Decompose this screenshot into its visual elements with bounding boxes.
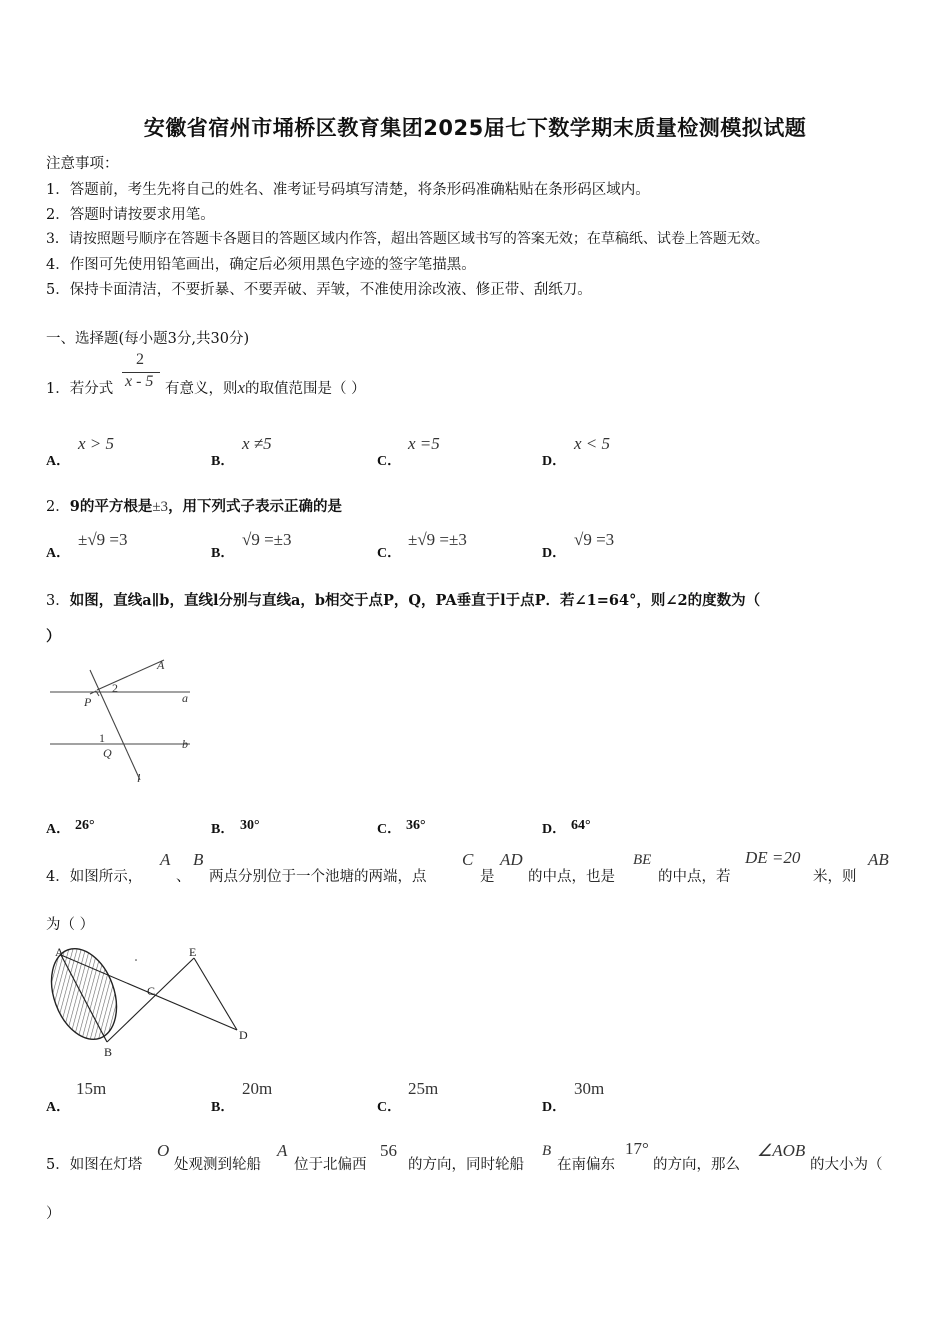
q4-option-c-label[interactable]: C． — [377, 1100, 402, 1115]
q4-figure — [44, 942, 259, 1062]
q4-text-close: 为（ ） — [46, 917, 95, 933]
page-title: 安徽省宿州市埇桥区教育集团2025届七下数学期末质量检测模拟试题 — [143, 116, 807, 140]
q3-number: 3． — [46, 593, 70, 609]
note-item: 2．答题时请按要求用笔。 — [46, 207, 215, 223]
q5-text-1: 如图在灯塔 — [69, 1157, 143, 1173]
label-B: B — [104, 1045, 113, 1059]
q1-option-b-label[interactable]: B． — [211, 454, 235, 469]
q4-A: A — [160, 850, 171, 869]
note-item: 1．答题前，考生先将自己的姓名、准考证号码填写清楚，将条形码准确粘贴在条形码区域内。 — [46, 182, 650, 198]
label-1: 1 — [99, 731, 105, 745]
q5-B: B — [542, 1143, 552, 1159]
label-C: C — [147, 984, 156, 998]
q2-option-b-label[interactable]: B． — [211, 546, 235, 561]
segment-ED — [194, 958, 237, 1030]
q5-text-5: 在南偏东 — [557, 1157, 615, 1173]
q5-text-2: 处观测到轮船 — [174, 1157, 261, 1173]
q1-fraction-numerator: 2 — [136, 351, 144, 368]
label-a: a — [182, 691, 188, 705]
q4-AD: AD — [500, 850, 523, 869]
note-item: 3．请按照题号顺序在答题卡各题目的答题区域内作答，超出答题区域书写的答案无效；在草稿纸、试卷上答题无效。 — [46, 231, 769, 247]
q3-option-c-value: 36° — [406, 818, 426, 833]
q4-AB: AB — [868, 850, 889, 869]
q4-option-a-label[interactable]: A． — [46, 1100, 71, 1115]
q5-deg2: 17° — [625, 1139, 649, 1158]
q5-text-close: ） — [46, 1206, 61, 1222]
q3-option-a-label[interactable]: A． — [46, 822, 71, 837]
q3-option-d-label[interactable]: D． — [542, 822, 567, 837]
q1-option-c-value: x =5 — [408, 434, 440, 453]
q5-A: A — [277, 1141, 288, 1160]
q4-option-d-value: 30m — [574, 1079, 605, 1098]
label-b: b — [182, 737, 188, 751]
q3-option-b-label[interactable]: B． — [211, 822, 235, 837]
q3-stem — [46, 589, 760, 610]
q4-C: C — [462, 850, 474, 869]
q1-option-b-value: x ≠5 — [242, 434, 272, 453]
q2-option-d-value: √9 =3 — [574, 530, 615, 549]
q4-B: B — [193, 850, 204, 869]
q4-option-d-label[interactable]: D． — [542, 1100, 567, 1115]
q2-number: 2． — [46, 499, 70, 515]
q3-option-a-value: 26° — [75, 818, 95, 833]
ray-pa — [97, 660, 164, 690]
q4-text-1: 如图所示， — [69, 869, 143, 885]
q1-text-post2: 的取值范围是（ ） — [245, 381, 366, 397]
label-l: l — [137, 771, 141, 785]
q1-stem-post — [165, 377, 366, 398]
q1-number: 1． — [46, 381, 70, 397]
q5-text-7: 的大小为（ — [810, 1157, 883, 1173]
label-A: A — [157, 658, 165, 672]
q4-text-2: 两点分别位于一个池塘的两端，点 — [209, 869, 427, 885]
q3-option-c-label[interactable]: C． — [377, 822, 402, 837]
q4-BE: BE — [633, 852, 652, 868]
notes-heading: 注意事项： — [46, 156, 119, 172]
q1-text-post: 有意义，则 — [165, 381, 238, 397]
segment-BE — [107, 958, 194, 1042]
q5-text-3: 位于北偏西 — [294, 1157, 367, 1173]
q2-option-a-label[interactable]: A． — [46, 546, 71, 561]
q4-DE: DE =20 — [745, 848, 801, 867]
q4-text-5: 的中点，若 — [658, 869, 731, 885]
q2-text-pre: 9的平方根是 — [69, 498, 153, 515]
q4-option-b-value: 20m — [242, 1079, 273, 1098]
q2-pm3: ±3 — [152, 499, 169, 515]
q4-option-b-label[interactable]: B． — [211, 1100, 235, 1115]
q4-text-4: 的中点，也是 — [528, 869, 615, 885]
label-E: E — [189, 945, 197, 959]
label-A: A — [55, 945, 64, 959]
q1-option-c-label[interactable]: C． — [377, 454, 402, 469]
label-2: 2 — [112, 681, 118, 695]
q2-text-post: ，用下列式子表示正确的是 — [168, 498, 343, 515]
q1-option-d-label[interactable]: D． — [542, 454, 567, 469]
q1-text-pre: 若分式 — [69, 381, 114, 397]
q4-text-3: 是 — [480, 869, 495, 885]
label-Q: Q — [103, 746, 112, 760]
q2-option-b-value: √9 =±3 — [242, 530, 292, 549]
q3-text-close: ） — [46, 628, 61, 645]
label-P: P — [84, 695, 92, 709]
q2-option-a-value: ±√9 =3 — [78, 530, 128, 549]
q3-option-b-value: 30° — [240, 818, 260, 833]
q1-option-d-value: x < 5 — [574, 434, 611, 453]
q3-figure — [44, 652, 204, 787]
q5-O: O — [157, 1141, 170, 1160]
q3-option-d-value: 64° — [571, 818, 591, 833]
q5-text-4: 的方向，同时轮船 — [408, 1157, 524, 1173]
section-heading: 一、选择题(每小题3分,共30分) — [46, 331, 250, 347]
q3-text: 如图，直线a∥b，直线l分别与直线a，b相交于点P，Q，PA垂直于l于点P．若∠1=64°，则∠2的度数为（ — [69, 592, 761, 609]
q4-number: 4． — [46, 869, 70, 885]
note-item: 4．作图可先使用铅笔画出，确定后必须用黑色字迹的签字笔描黑。 — [46, 257, 476, 273]
q2-option-c-value: ±√9 =±3 — [408, 530, 467, 549]
q2-stem — [46, 495, 342, 516]
q5-number-text — [46, 1153, 142, 1174]
q1-fraction-denominator: x - 5 — [125, 373, 154, 390]
q4-option-a-value: 15m — [76, 1079, 107, 1098]
q4-number-text — [46, 865, 142, 886]
q4-option-c-value: 25m — [408, 1079, 439, 1098]
note-item: 5．保持卡面清洁，不要折暴、不要弄破、弄皱，不准使用涂改液、修正带、刮纸刀。 — [46, 282, 592, 298]
q5-AOB: ∠AOB — [757, 1141, 806, 1160]
q4-sep: 、 — [176, 869, 191, 885]
q1-option-a-label[interactable]: A． — [46, 454, 71, 469]
dot — [135, 959, 137, 961]
q5-deg1: 56 — [380, 1141, 397, 1160]
q1-stem — [46, 377, 113, 398]
q4-text-6: 米，则 — [813, 869, 857, 885]
q1-option-a-value: x > 5 — [78, 434, 115, 453]
q2-option-c-label[interactable]: C． — [377, 546, 402, 561]
q5-text-6: 的方向，那么 — [653, 1157, 740, 1173]
q1-fraction — [122, 351, 162, 395]
q2-option-d-label[interactable]: D． — [542, 546, 567, 561]
label-D: D — [239, 1028, 248, 1042]
q1-var: x — [237, 378, 246, 397]
q5-number: 5． — [46, 1157, 70, 1173]
